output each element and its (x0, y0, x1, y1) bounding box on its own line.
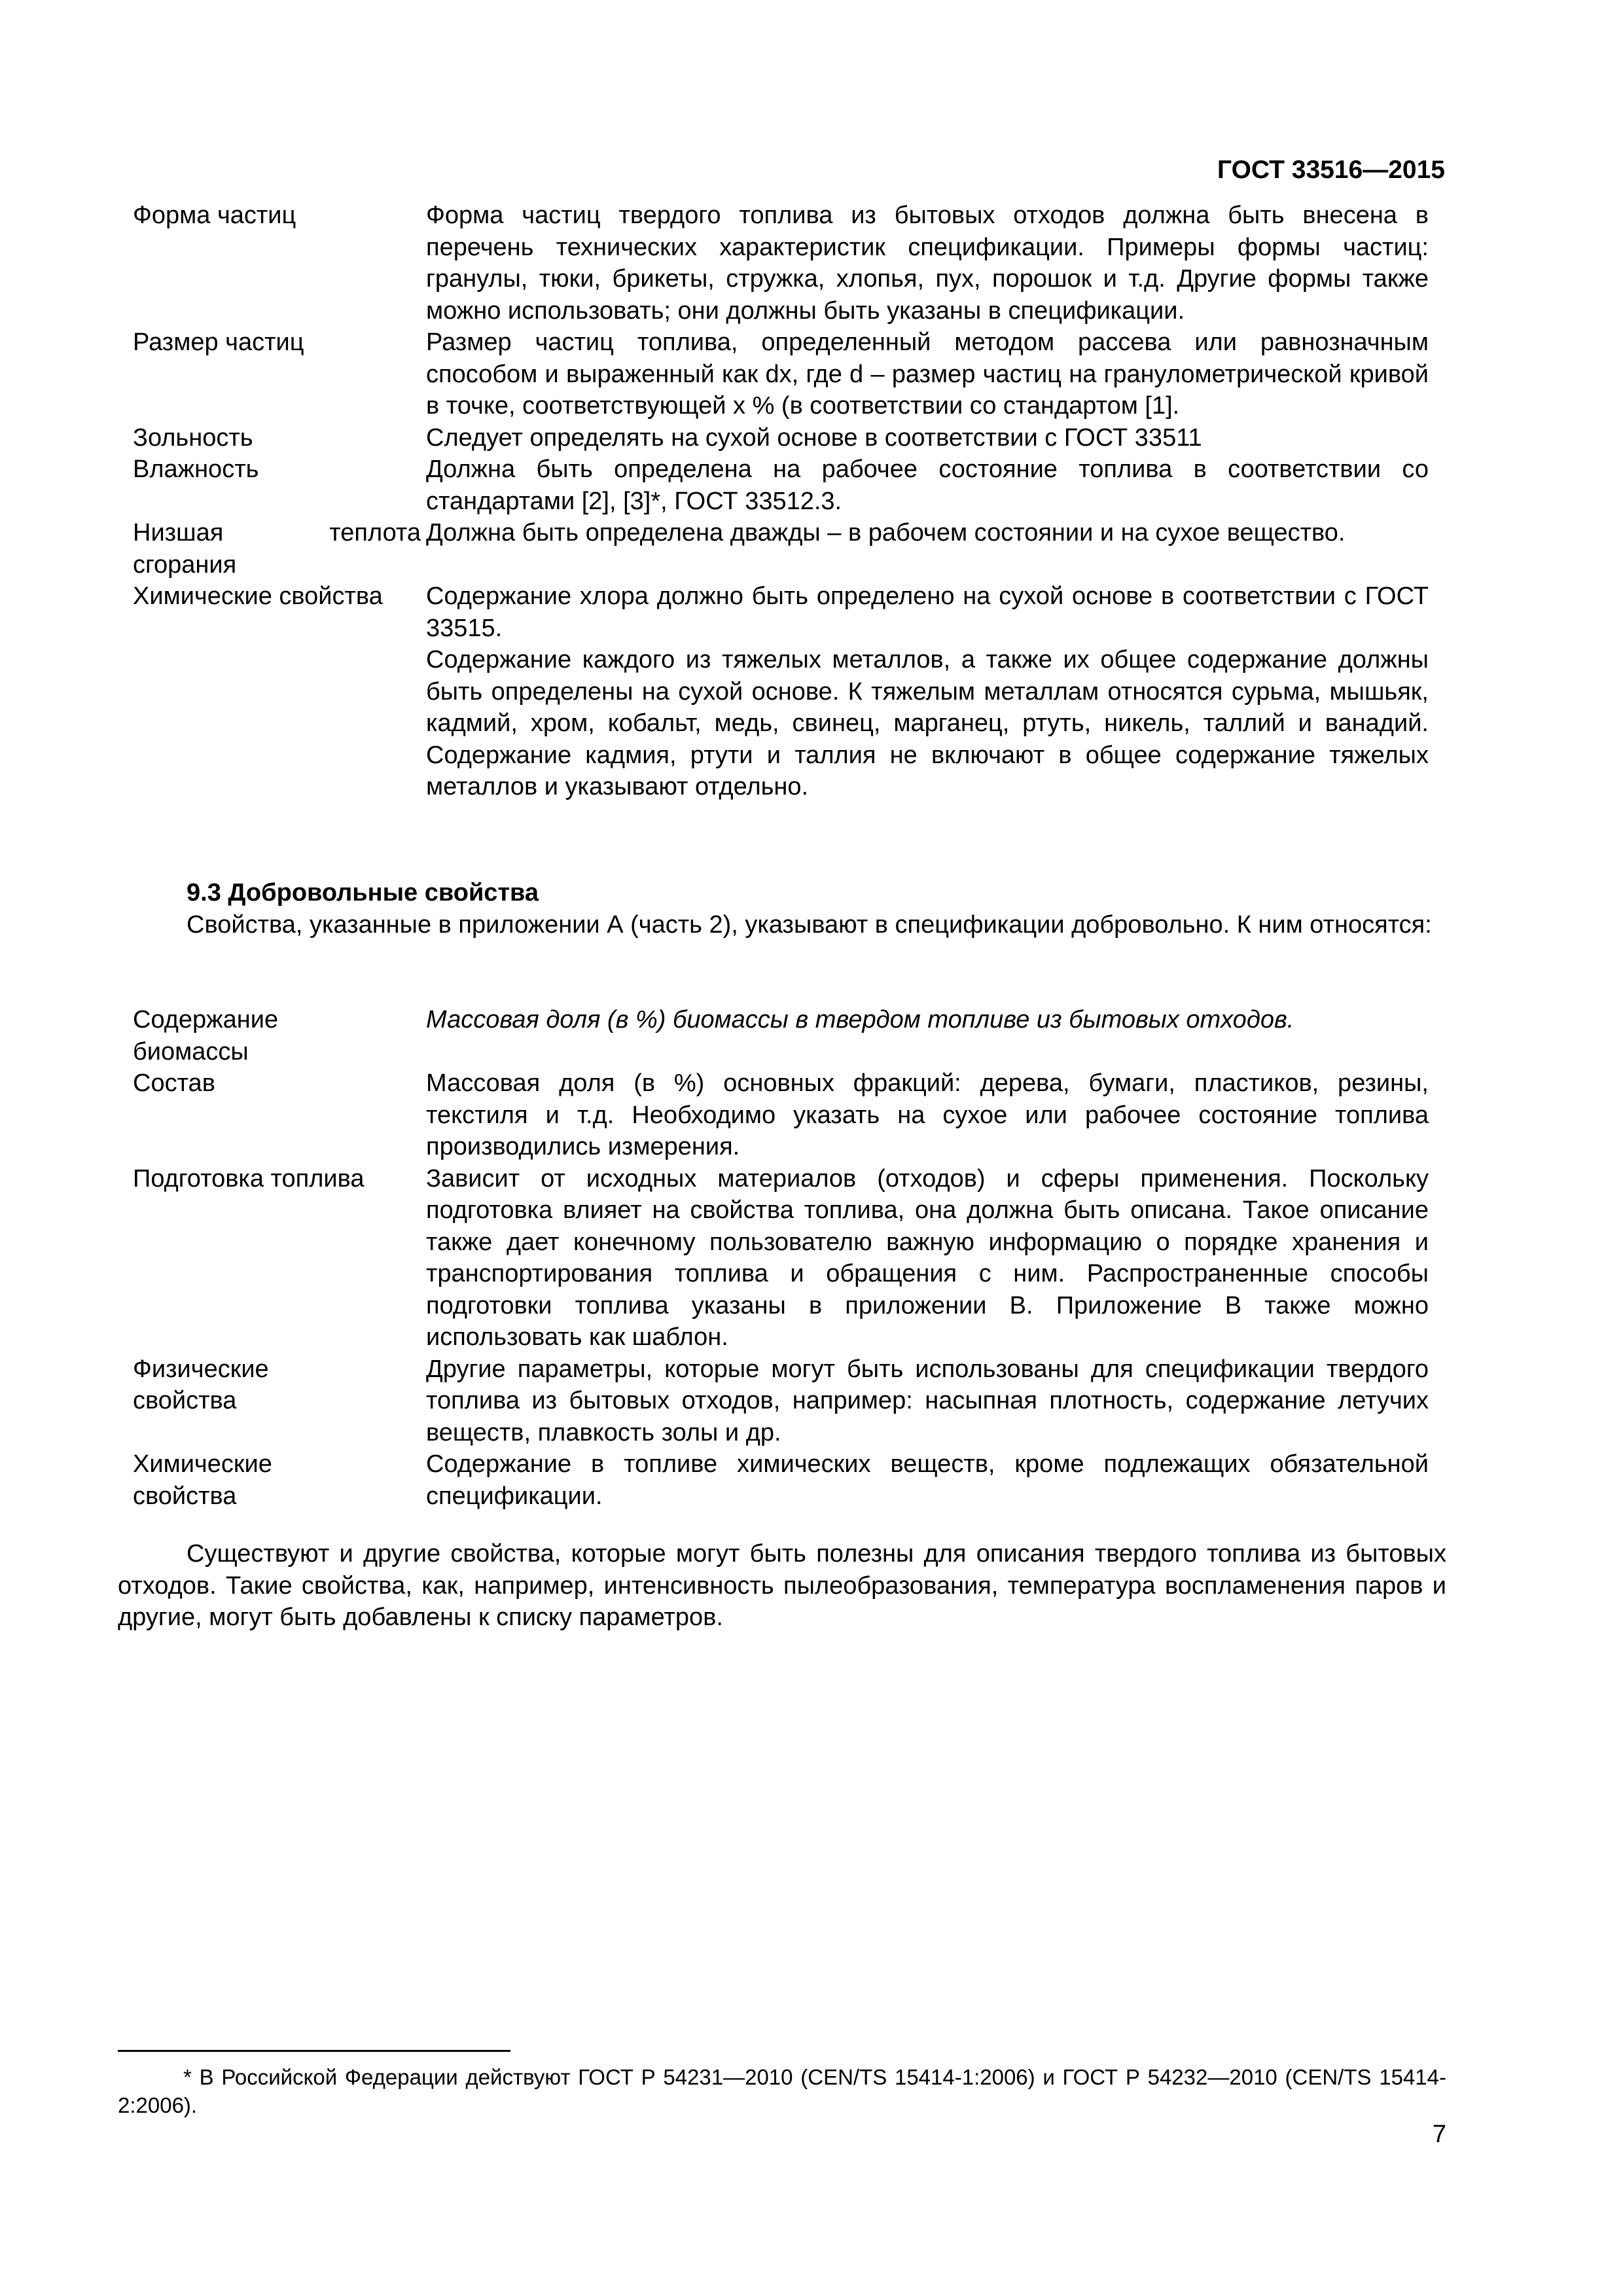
mandatory-properties-table (133, 200, 1432, 803)
definition-moisture (426, 454, 1429, 517)
table-row (133, 517, 1432, 581)
definition-text: Содержание каждого из тяжелых металлов, а также их общее содержание должны быть определены на сухой основе. К тяжелым металлам относятся сурьма, мышьяк, кадмий, хром, кобальт, медь, свинец, марганец, ртуть, никель, таллий и ванадий. Содержание кадмия, ртути и таллия не включают в общее содержание тяжелых металлов и указывают отдельно. (426, 646, 1429, 800)
document-code-header: ГОСТ 33516—2015 (1217, 156, 1445, 184)
definition-chemical-properties (426, 581, 1429, 803)
term-ash-content: Зольность (133, 423, 253, 452)
voluntary-properties-table (133, 1004, 1432, 1512)
page-number: 7 (1432, 2121, 1446, 2148)
table-row (133, 1163, 1432, 1354)
table-row (133, 1004, 1432, 1067)
table-row (133, 327, 1432, 422)
term-chemical-properties-voluntary: Химические свойства (133, 1450, 272, 1510)
table-row (133, 1448, 1432, 1512)
term-physical-properties: Физические свойства (133, 1355, 269, 1414)
term-chemical-properties: Химические свойства (133, 583, 383, 610)
definition-text: Должна быть определена дважды – в рабочем состоянии и на сухое вещество. (426, 519, 1346, 547)
term-particle-size: Размер частиц (133, 329, 304, 356)
term-moisture: Влажность (133, 456, 259, 483)
table-row (133, 422, 1432, 454)
table-row (133, 1354, 1432, 1449)
term-composition: Состав (133, 1069, 215, 1097)
term-biomass-content: Содержание биомассы (133, 1006, 279, 1066)
definition-text: Форма частиц твердого топлива из бытовых отходов должна быть внесена в перечень технических характеристик спецификации. Примеры формы частиц: гранулы, тюки, брикеты, стружка, хлопья, пух, порошок и т.д. Другие формы также можно использовать; они должны быть указаны в спецификации. (426, 202, 1429, 325)
definition-net-calorific-value (426, 517, 1429, 549)
table-row (133, 1067, 1432, 1163)
definition-text: Следует определять на сухой основе в соответствии с ГОСТ 33511 (426, 423, 1202, 452)
definition-fuel-preparation: Зависит от исходных материалов (отходов) и сферы применения. Поскольку подготовка влияет на свойства топлива, она должна быть описана. Такое описание также дает конечному пользователю важную информацию о порядке хранения и транспортирования топлива и обращения с ним. Распространенные способы подготовки топлива указаны в приложении В. Приложение В также можно использовать как шаблон. (426, 1164, 1429, 1351)
footnote-separator (118, 2050, 510, 2052)
table-row (133, 454, 1432, 517)
section-heading: 9.3 Добровольные свойства (187, 879, 539, 906)
term-particle-shape: Форма частиц (133, 202, 296, 229)
definition-composition: Массовая доля (в %) основных фракций: дерева, бумаги, пластиков, резины, текстиля и т.д. Необходимо указать на сухое или рабочее состояние топлива производились измерения. (426, 1069, 1429, 1160)
footnote: * В Российской Федерации действуют ГОСТ Р 54231—2010 (CEN/TS 15414-1:2006) и ГОСТ Р 54232—2010 (CEN/TS 15414-2:2006). (118, 2065, 1446, 2117)
term-fuel-preparation: Подготовка топлива (133, 1164, 365, 1193)
definition-biomass-content: Массовая доля (в %) биомассы в твердом топливе из бытовых отходов. (426, 1006, 1294, 1033)
definition-physical-properties: Другие параметры, которые могут быть использованы для спецификации твердого топлива из бытовых отходов, например: насыпная плотность, содержание летучих веществ, плавкость золы и др. (426, 1355, 1429, 1446)
definition-chemical-properties-voluntary: Содержание в топливе химических веществ, кроме подлежащих обязательной спецификации. (426, 1450, 1429, 1510)
table-row (133, 581, 1432, 803)
definition-text: Размер частиц топлива, определенный методом рассева или равнозначным способом и выраженный как dx, где d – размер частиц на гранулометрической кривой в точке, соответствующей x % (в соответствии со стандартом [1]. (426, 329, 1429, 420)
definition-text: Должна быть определена на рабочее состояние топлива в соответствии со стандартами [2], [3]*, ГОСТ 33512.3. (426, 456, 1429, 515)
definition-particle-size (426, 327, 1429, 422)
table-row (133, 200, 1432, 327)
definition-text: Содержание хлора должно быть определено на сухой основе в соответствии с ГОСТ 33515. (426, 583, 1429, 642)
definition-ash-content (426, 422, 1429, 454)
closing-paragraph: Существуют и другие свойства, которые могут быть полезны для описания твердого топлива из бытовых отходов. Такие свойства, как, например, интенсивность пылеобразования, температура воспламенения паров и другие, могут быть добавлены к списку параметров. (118, 1540, 1446, 1631)
section-intro: Свойства, указанные в приложении А (часть 2), указывают в спецификации добровольно. К ним относятся: (187, 911, 1432, 939)
term-net-calorific-value: Низшая теплота сгорания (133, 519, 421, 579)
definition-particle-shape (426, 200, 1429, 327)
